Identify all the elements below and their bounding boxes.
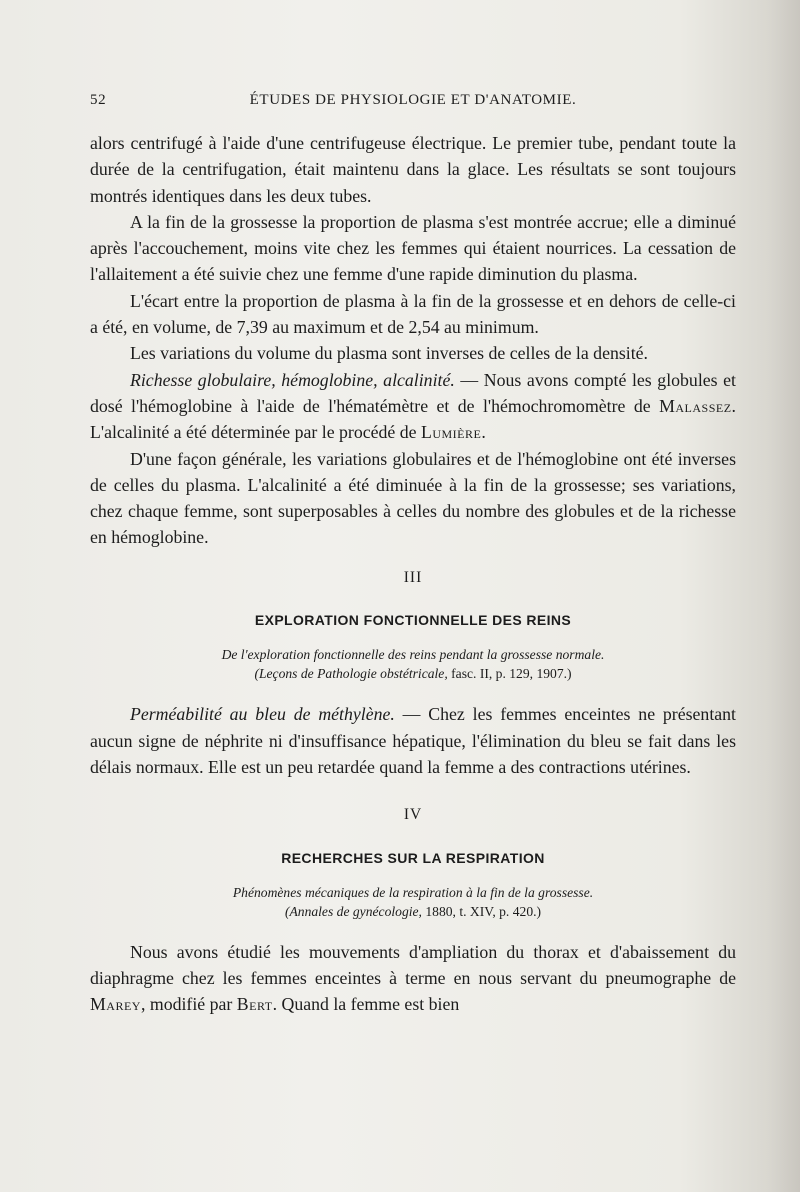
running-title: ÉTUDES DE PHYSIOLOGIE ET D'ANATOMIE. <box>249 92 577 108</box>
reference-details: 1880, t. XIV, p. 420.) <box>421 903 542 919</box>
reference-source: (Annales de gynécologie, <box>284 903 422 919</box>
section-title-kidney: EXPLORATION FONCTIONNELLE DES REINS <box>254 612 572 629</box>
paragraph-text: , modifié par <box>140 994 237 1015</box>
author-name-malassez: Malassez <box>659 395 732 416</box>
paragraph-text: . <box>481 422 486 443</box>
reference-line <box>90 664 736 683</box>
page-header <box>90 92 736 114</box>
paragraph-globular-richness <box>90 367 736 446</box>
section-number-3: III <box>403 568 423 586</box>
paragraph-text: — Nous avons compté les globules et dosé l'hémoglobine à l'aide de l'hématémètre et de l'hémochromomètre de <box>90 369 737 416</box>
paragraph-centrifugation: alors centrifugé à l'aide d'une centrifugeuse électrique. Le premier tube, pendant toute la durée de la centrifugation, était maintenu dans la glace. Les résultats se sont toujours montrés identiques dans les deux tubes. <box>90 133 736 206</box>
paragraph-plasma-gap: L'écart entre la proportion de plasma à la fin de la grossesse et en dehors de celle-ci a été, en volume, de 7,39 au maximum et de 2,54 au minimum. <box>90 290 736 338</box>
section-reference-respiration <box>90 883 736 921</box>
paragraph-plasma-density: Les variations du volume du plasma sont inverses de celles de la densité. <box>130 343 648 364</box>
paragraph-lead-italic: Perméabilité au bleu de méthylène. <box>130 704 395 725</box>
paragraph-lead-italic: Richesse globulaire, hémoglobine, alcalinité. <box>130 369 455 390</box>
paragraph-general-variations: D'une façon générale, les variations globulaires et de l'hémoglobine ont été inverses de celles du plasma. L'alcalinité a été diminuée à la fin de la grossesse; ses variations, chez chaque femme, sont superposables à celles du nombre des globules et de la richesse en hémoglobine. <box>90 448 736 548</box>
author-name-marey: Marey <box>90 994 141 1015</box>
reference-line: Phénomènes mécaniques de la respiration à la fin de la grossesse. <box>232 884 594 900</box>
reference-line: De l'exploration fonctionnelle des reins pendant la grossesse normale. <box>221 647 605 663</box>
paragraph-text: Nous avons étudié les mouvements d'ampliation du thorax et d'abaissement du diaphragme chez les femmes enceintes à terme en nous servant du pneumographe de <box>90 941 736 989</box>
section-number-4: IV <box>403 806 423 824</box>
reference-source: (Leçons de Pathologie obstétricale, <box>254 666 448 682</box>
paragraph-methylene-blue <box>90 701 736 780</box>
author-name-lumiere: Lumière <box>420 422 482 443</box>
paragraph-respiration-study <box>90 939 736 1018</box>
section-title-respiration: RECHERCHES SUR LA RESPIRATION <box>281 849 545 866</box>
page-number: 52 <box>90 92 107 108</box>
paragraph-text: . Quand la femme est bien <box>272 994 460 1015</box>
section-reference-kidney <box>90 645 736 683</box>
paragraph-text: — Chez les femmes enceintes ne présentant aucun signe de néphrite ni d'insuffisance hépatique, l'élimination du bleu se fait dans les délais normaux. Elle est un peu retardée quand la femme a des contractions utérines. <box>90 704 736 777</box>
page-body <box>90 130 736 1018</box>
paragraph-text: . L'alcalinité a été déterminée par le procédé de <box>90 395 736 443</box>
paragraph-plasma-proportion: A la fin de la grossesse la proportion de plasma s'est montrée accrue; elle a diminué après l'accouchement, moins vite chez les femmes qui étaient nourrices. La cessation de l'allaitement a été suivie chez une femme d'une rapide diminution du plasma. <box>90 211 736 285</box>
reference-details: fasc. II, p. 129, 1907.) <box>447 666 572 682</box>
reference-line <box>90 902 736 921</box>
author-name-bert: Bert <box>236 994 273 1015</box>
